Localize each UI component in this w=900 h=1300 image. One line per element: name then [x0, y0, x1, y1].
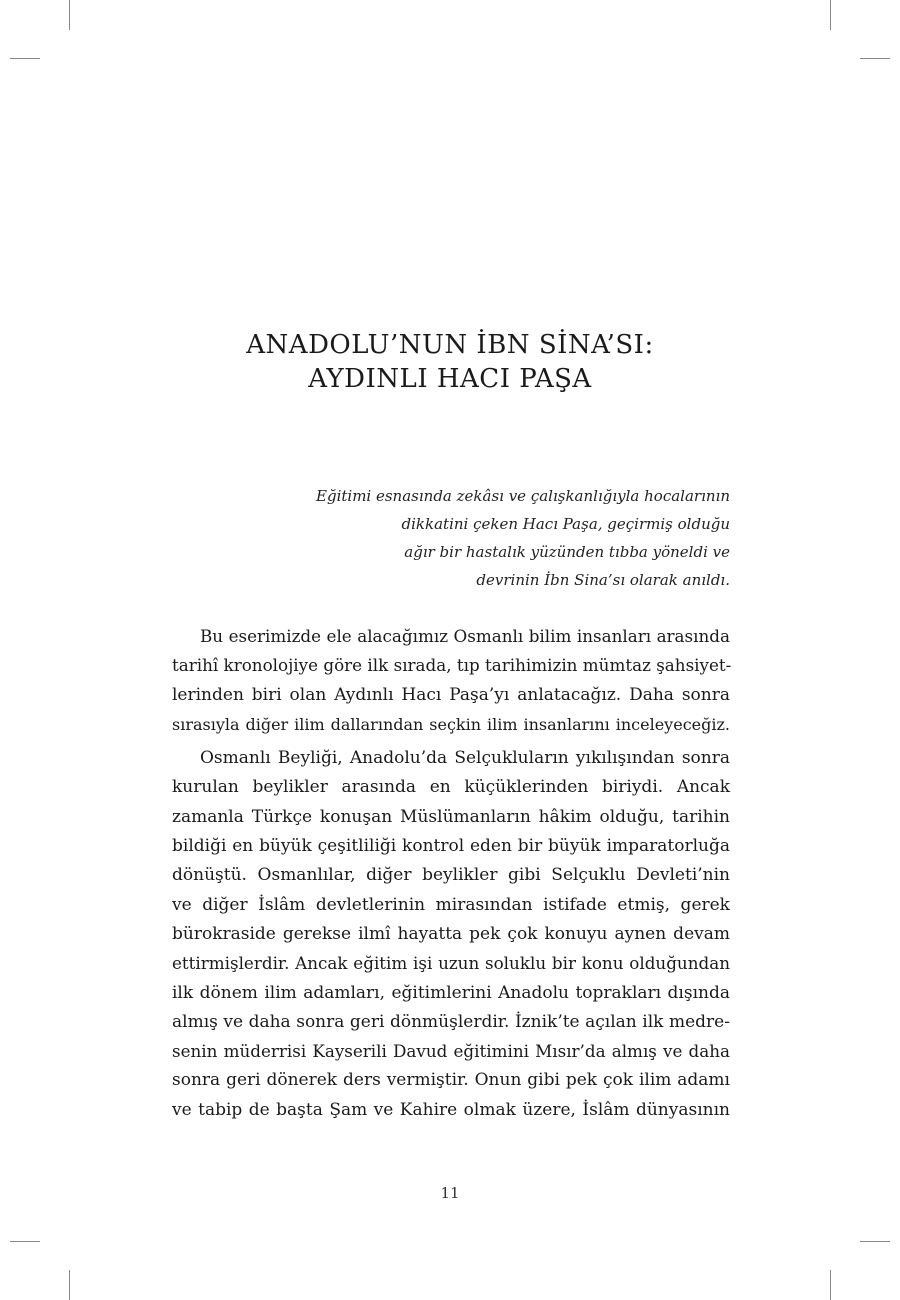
text-line: ve tabip de başta Şam ve Kahire olmak üzere, İslâm dünyasının [172, 1099, 730, 1120]
text-line: lerinden biri olan Aydınlı Hacı Paşa’yı anlatacağız. Daha sonra [172, 684, 730, 705]
crop-mark-top-right [830, 0, 831, 30]
text-line: kurulan beylikler arasında en küçüklerinden biriydi. Ancak [172, 777, 730, 798]
text-line: Bu eserimizde ele alacağımız Osmanlı bilim insanları arasında [200, 626, 730, 646]
text-line: sonra geri dönerek ders vermiştir. Onun gibi pek çok ilim adamı [172, 1070, 730, 1091]
text-line: almış ve daha sonra geri dönmüşlerdir. İznik’te açılan ilk medre- [172, 1011, 730, 1032]
chapter-title [170, 328, 730, 396]
text-line: dönüştü. Osmanlılar, diğer beylikler gibi Selçuklu Devleti’nin [172, 865, 730, 886]
crop-mark-left-top [10, 58, 40, 59]
crop-mark-top-left [69, 0, 70, 30]
body-text [172, 622, 730, 1130]
page-number: 11 [440, 1184, 460, 1202]
chapter-title-line-1: ANADOLU’NUN İBN SİNA’SI: [246, 330, 654, 360]
text-line: ve diğer İslâm devletlerinin mirasından istifade etmiş, gerek [172, 894, 730, 915]
crop-mark-left-bottom [10, 1241, 40, 1242]
chapter-title-line-2: AYDINLI HACI PAŞA [308, 364, 592, 394]
text-line: ilk dönem ilim adamları, eğitimlerini Anadolu toprakları dışında [172, 982, 730, 1003]
paragraph-2 [172, 744, 730, 1125]
paragraph-1 [172, 622, 730, 739]
epigraph [300, 482, 730, 594]
crop-mark-bottom-left [69, 1270, 70, 1300]
epigraph-line: ağır bir hastalık yüzünden tıbba yöneldi ve [404, 543, 730, 561]
text-line: sırasıyla diğer ilim dallarından seçkin ilim insanlarını inceleyeceğiz. [172, 714, 730, 734]
epigraph-line: Eğitimi esnasında zekâsı ve çalışkanlığıyla hocalarının [316, 487, 730, 505]
text-line: senin müderrisi Kayserili Davud eğitimini Mısır’da almış ve daha [172, 1041, 730, 1062]
crop-mark-right-bottom [860, 1241, 890, 1242]
text-line: ettirmişlerdir. Ancak eğitim işi uzun soluklu bir konu olduğundan [172, 953, 730, 974]
text-line: zamanla Türkçe konuşan Müslümanların hâkim olduğu, tarihin [172, 806, 730, 827]
text-line: Osmanlı Beyliği, Anadolu’da Selçukluların yıkılışından sonra [200, 748, 730, 769]
text-line: tarihî kronolojiye göre ilk sırada, tıp tarihimizin mümtaz şahsiyet- [172, 655, 732, 676]
crop-mark-bottom-right [830, 1270, 831, 1300]
text-line: bürokraside gerekse ilmî hayatta pek çok konuyu aynen devam [172, 923, 730, 944]
epigraph-line: devrinin İbn Sina’sı olarak anıldı. [476, 571, 730, 589]
crop-mark-right-top [860, 58, 890, 59]
text-line: bildiği en büyük çeşitliliği kontrol eden bir büyük imparatorluğa [172, 836, 730, 857]
epigraph-line: dikkatini çeken Hacı Paşa, geçirmiş olduğu [401, 515, 730, 533]
